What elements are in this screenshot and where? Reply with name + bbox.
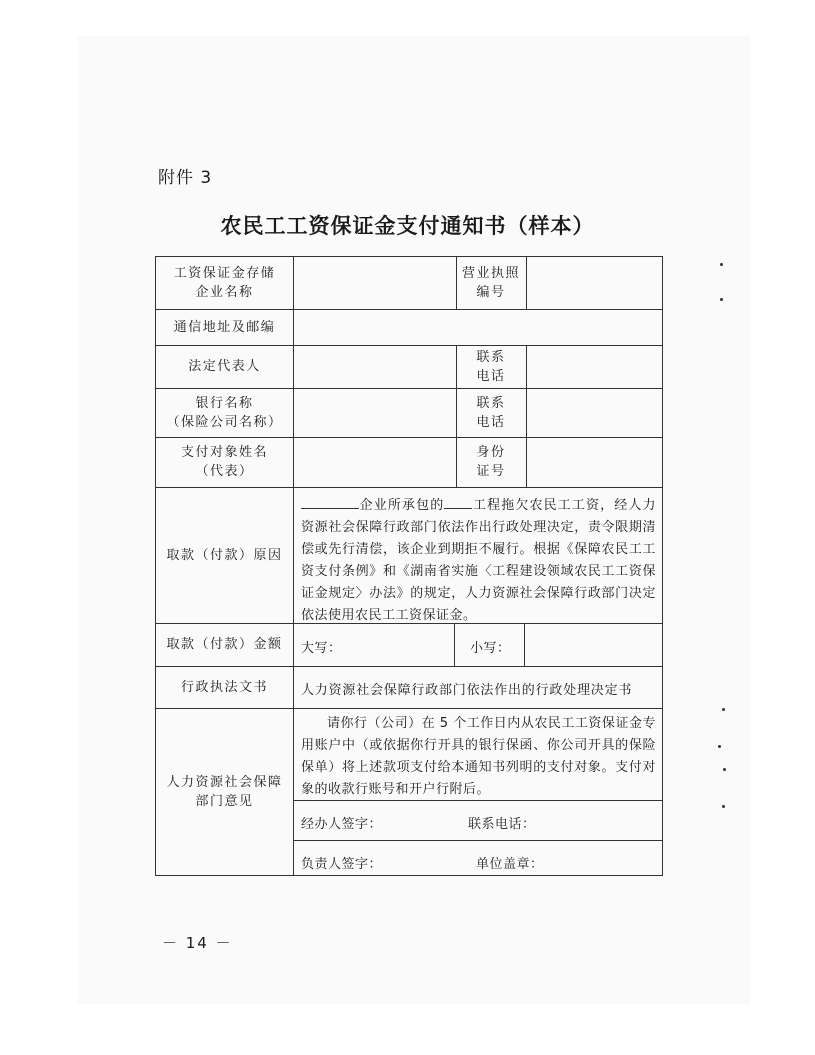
opinion-text: 请你行（公司）在 5 个工作日内从农民工工资保证金专用账户中（或依据你行开具的银行保函、你公司开具的保险保单）将上述款项支付给本通知书列明的支付对象。支付对象的收款行账号和开户行附后。 <box>301 716 656 797</box>
legal-rep-label: 法定代表人 <box>188 359 261 374</box>
amount-label: 取款（付款）金额 <box>166 637 283 652</box>
column-divider <box>293 257 294 875</box>
phone-label: 联系 电话 <box>476 395 506 430</box>
payee-name-label: 支付对象姓名 （代表） <box>180 445 268 479</box>
reason-segment: 企业所承包的 <box>359 498 445 513</box>
phone-label: 联系 电话 <box>476 349 506 384</box>
contact-phone-label: 联系电话： <box>468 817 536 832</box>
scan-speck <box>722 805 725 808</box>
blank-underline <box>301 494 359 509</box>
row-divider <box>293 840 662 841</box>
scan-speck <box>718 745 721 748</box>
document-title: 农民工工资保证金支付通知书（样本） <box>220 213 595 238</box>
id-number-label: 身份 证号 <box>476 445 506 479</box>
reason-text <box>301 494 656 627</box>
department-opinion-label: 人力资源社会保障 部门意见 <box>166 774 283 809</box>
column-divider <box>526 345 527 487</box>
reason-segment: 工程拖欠农民工工资，经人力资源社会保障行政部门依法作出行政处理决定，责令限期清偿或先行清偿，该企业到期拒不履行。根据《保障农民工工资支付条例》和《湖南省实施〈工程建设领域农民工工资保证金规定〉办法》的规定，人力资源社会保障行政部门决定依法使用农民工工资保证金。 <box>301 498 656 623</box>
blank-underline <box>444 494 472 509</box>
attachment-label: 附件 3 <box>158 168 213 188</box>
unit-seal-label: 单位盖章： <box>476 857 544 872</box>
column-divider <box>454 623 455 666</box>
handler-signature-label: 经办人签字： <box>301 817 383 832</box>
amount-lower-label: 小写： <box>470 641 511 656</box>
enforcement-doc-value: 人力资源社会保障行政部门依法作出的行政处理决定书 <box>301 683 633 698</box>
address-label: 通信地址及邮编 <box>173 319 276 335</box>
bank-name-label: 银行名称 （保险公司名称） <box>166 395 283 430</box>
column-divider <box>526 257 527 309</box>
scan-speck <box>722 708 725 711</box>
company-name-label: 工资保证金存储 企业名称 <box>173 266 276 300</box>
page-number: － 14 － <box>162 934 233 952</box>
license-number-label: 营业执照 编号 <box>461 266 520 300</box>
amount-upper-label: 大写： <box>301 641 342 656</box>
enforcement-doc-label: 行政执法文书 <box>180 679 268 695</box>
scan-speck <box>723 768 726 771</box>
scan-speck <box>720 263 723 266</box>
reason-label: 取款（付款）原因 <box>166 547 283 563</box>
notice-form <box>155 256 663 876</box>
scan-speck <box>720 298 723 301</box>
leader-signature-label: 负责人签字： <box>301 857 383 872</box>
column-divider <box>524 623 525 666</box>
